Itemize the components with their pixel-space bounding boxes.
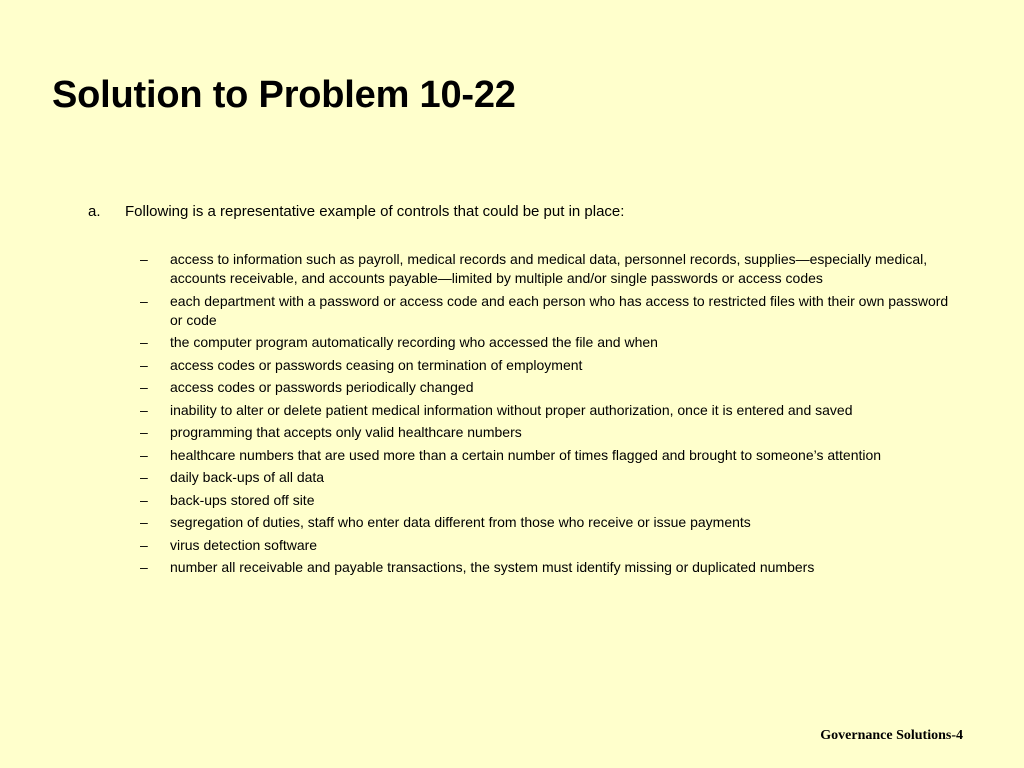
bullet-dash: – xyxy=(140,446,148,463)
list-item-text: each department with a password or access code and each person who has access to restricted files with their own password or code xyxy=(170,292,949,328)
list-item-text: number all receivable and payable transactions, the system must identify missing or duplicated numbers xyxy=(170,559,815,575)
bullet-dash: – xyxy=(140,251,148,267)
bullet-dash: – xyxy=(140,379,148,395)
list-item-text: daily back-ups of all data xyxy=(170,469,325,485)
bullet-dash: – xyxy=(140,334,148,350)
list-item-text: access codes or passwords ceasing on termination of employment xyxy=(170,356,583,373)
list-item-text: programming that accepts only valid healthcare numbers xyxy=(170,424,522,440)
slide-title: Solution to Problem 10-22 xyxy=(52,74,516,116)
list-item-text: access codes or passwords periodically changed xyxy=(170,379,474,395)
list-item xyxy=(140,401,950,420)
list-item-text: virus detection software xyxy=(170,536,318,553)
list-item xyxy=(140,513,950,532)
list-item xyxy=(140,468,950,487)
bullet-dash: – xyxy=(140,469,148,485)
list-item xyxy=(140,356,950,375)
bullet-dash: – xyxy=(140,356,148,373)
list-item xyxy=(140,491,950,510)
list-item xyxy=(140,378,950,397)
controls-list xyxy=(140,250,950,581)
list-item xyxy=(140,536,950,555)
list-item xyxy=(140,333,950,352)
list-item xyxy=(140,446,950,465)
list-item xyxy=(140,250,950,288)
lead-item-text: Following is a representative example of controls that could be put in place: xyxy=(125,203,625,220)
list-item-text: inability to alter or delete patient medical information without proper authorization, once it is entered and saved xyxy=(170,401,853,418)
bullet-dash: – xyxy=(140,536,148,553)
slide-footer: Governance Solutions-4 xyxy=(820,728,963,743)
bullet-dash: – xyxy=(140,401,148,418)
list-item xyxy=(140,292,950,330)
lead-item-marker: a. xyxy=(88,203,101,220)
bullet-dash: – xyxy=(140,292,148,309)
list-item-text: healthcare numbers that are used more than a certain number of times flagged and brought to someone’s attention xyxy=(170,446,882,463)
bullet-dash: – xyxy=(140,491,148,508)
bullet-dash: – xyxy=(140,559,148,575)
list-item-text: back-ups stored off site xyxy=(170,491,315,508)
list-item-text: access to information such as payroll, medical records and medical data, personnel records, supplies—especially medical, accounts receivable, and accounts payable—limited by multiple and/or single passwords or access codes xyxy=(170,251,928,286)
bullet-dash: – xyxy=(140,514,148,530)
list-item xyxy=(140,423,950,442)
list-item-text: segregation of duties, staff who enter data different from those who receive or issue payments xyxy=(170,514,751,530)
list-item-text: the computer program automatically recording who accessed the file and when xyxy=(170,334,658,350)
bullet-dash: – xyxy=(140,424,148,440)
list-item xyxy=(140,558,950,577)
